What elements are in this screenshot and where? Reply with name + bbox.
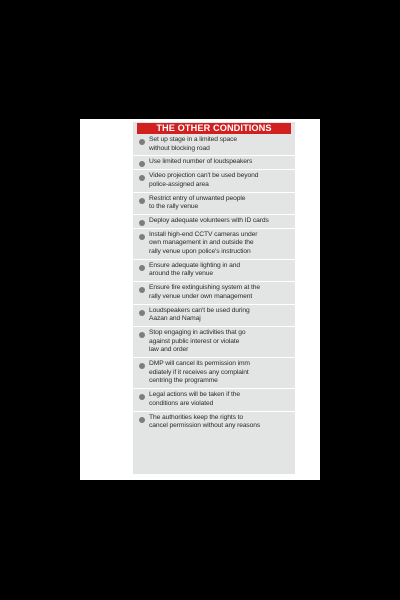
item-line: ediately if it receives any complaint — [149, 368, 249, 376]
conditions-list — [133, 134, 295, 433]
item-line: own management in and outside the — [149, 239, 254, 247]
item-line: cancel permission without any reasons — [149, 422, 261, 430]
item-line: The authorities keep the rights to — [149, 413, 243, 421]
item-line: Loudspeakers can't be used during — [149, 306, 250, 314]
list-item — [133, 193, 295, 215]
item-line: Install high-end CCTV cameras under — [149, 230, 258, 238]
list-item — [133, 134, 295, 156]
list-item — [133, 260, 295, 282]
list-item — [133, 215, 295, 229]
list-item — [133, 389, 295, 411]
item-line: Stop engaging in activities that go — [149, 328, 246, 336]
bullet-icon — [139, 198, 145, 204]
bullet-icon — [139, 417, 145, 423]
bullet-icon — [139, 161, 145, 167]
item-line: rally venue under own management — [149, 292, 253, 300]
bullet-icon — [139, 175, 145, 181]
item-line: centring the programme — [149, 377, 218, 385]
item-line: to the rally venue — [149, 203, 199, 211]
bullet-icon — [139, 265, 145, 271]
list-item — [133, 170, 295, 192]
list-item — [133, 305, 295, 327]
item-line: without blocking road — [149, 144, 210, 152]
article-card — [80, 119, 320, 480]
list-item — [133, 282, 295, 304]
list-item — [133, 229, 295, 260]
list-item — [133, 156, 295, 170]
item-line: law and order — [149, 346, 189, 354]
bullet-icon — [139, 310, 145, 316]
bullet-icon — [139, 234, 145, 240]
item-line: Use limited number of loudspeakers — [149, 158, 253, 166]
item-line: Set up stage in a limited space — [149, 136, 237, 143]
item-line: Ensure fire extinguishing system at the — [149, 284, 260, 292]
item-line: Deploy adequate volunteers with ID cards — [149, 216, 269, 224]
list-item — [133, 358, 295, 389]
list-item — [133, 412, 295, 433]
item-line: Aazan and Namaj — [149, 315, 201, 323]
list-item — [133, 327, 295, 358]
item-line: Ensure adequate lighting in and — [149, 261, 240, 269]
bullet-icon — [139, 139, 145, 145]
item-line: conditions are violated — [149, 399, 214, 407]
item-line: against public interest or violate — [149, 337, 240, 345]
item-line: Legal actions will be taken if the — [149, 391, 241, 399]
bullet-icon — [139, 394, 145, 400]
item-line: Video projection can't be used beyond — [149, 172, 259, 180]
item-line: rally venue upon police's instruction — [149, 248, 251, 256]
bullet-icon — [139, 287, 145, 293]
panel-title: THE OTHER CONDITIONS — [137, 123, 291, 134]
item-line: DMP will cancel its permission imm — [149, 360, 250, 368]
conditions-panel — [133, 122, 295, 474]
bullet-icon — [139, 332, 145, 338]
item-line: around the rally venue — [149, 270, 213, 278]
item-line: police-assigned area — [149, 180, 209, 188]
bullet-icon — [139, 363, 145, 369]
item-line: Restrict entry of unwanted people — [149, 194, 246, 202]
bullet-icon — [139, 220, 145, 226]
